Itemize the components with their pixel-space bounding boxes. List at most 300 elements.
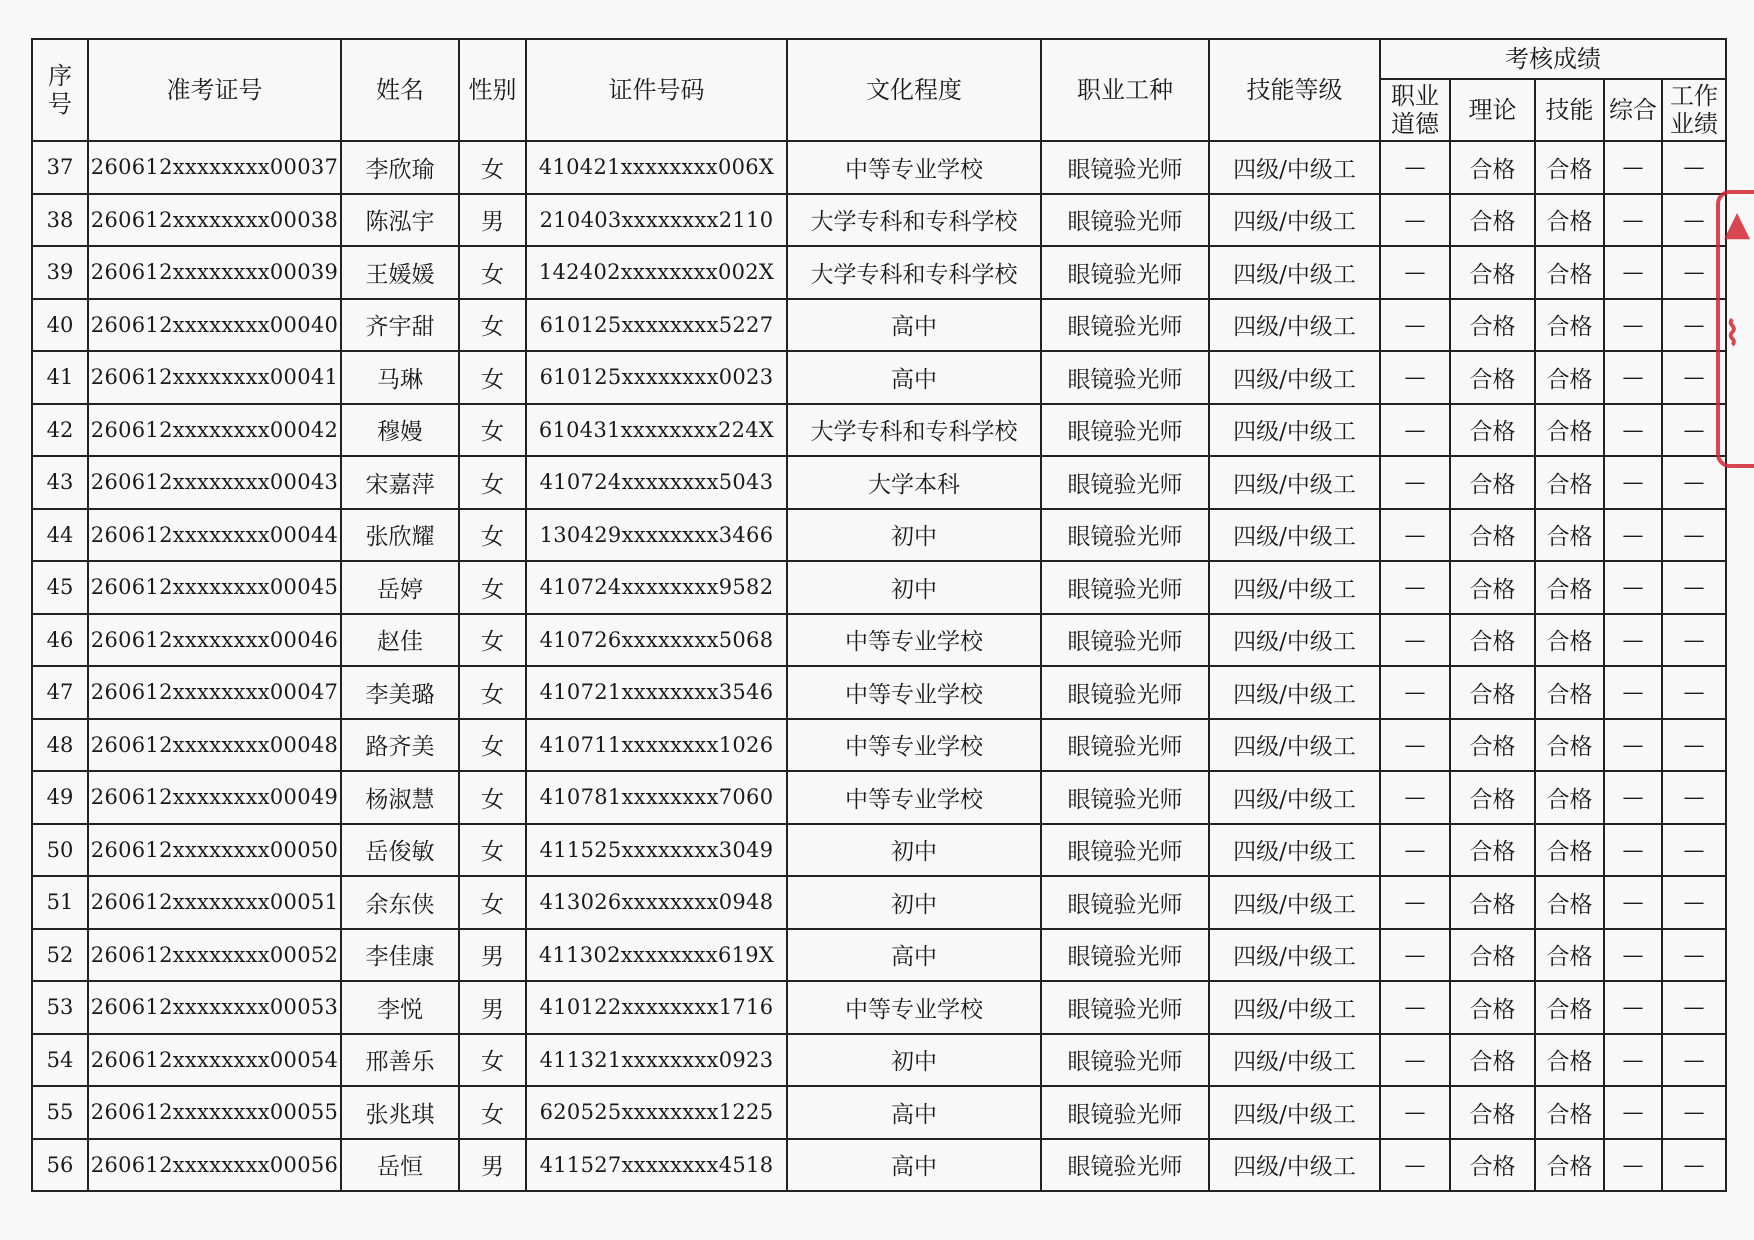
cell-skill-level: 四级/中级工 bbox=[1209, 404, 1380, 457]
cell-score-theory: 合格 bbox=[1450, 141, 1535, 194]
cell-score-overall: — bbox=[1604, 1034, 1662, 1087]
cell-id-no: 610431xxxxxxxx224X bbox=[526, 404, 787, 457]
cell-occupation: 眼镜验光师 bbox=[1041, 719, 1209, 772]
cell-occupation: 眼镜验光师 bbox=[1041, 614, 1209, 667]
cell-score-performance: — bbox=[1662, 351, 1726, 404]
cell-score-performance: — bbox=[1662, 509, 1726, 562]
cell-score-skill: 合格 bbox=[1535, 719, 1604, 772]
cell-seq: 51 bbox=[32, 876, 88, 929]
cell-score-ethics: — bbox=[1380, 1034, 1450, 1087]
cell-score-performance: — bbox=[1662, 771, 1726, 824]
cell-education: 初中 bbox=[787, 509, 1041, 562]
table-row bbox=[32, 1139, 1726, 1192]
header-score-group: 考核成绩 bbox=[1380, 39, 1726, 79]
cell-id-no: 410781xxxxxxxx7060 bbox=[526, 771, 787, 824]
cell-exam-no: 260612xxxxxxxx00054 bbox=[88, 1034, 341, 1087]
cell-score-theory: 合格 bbox=[1450, 299, 1535, 352]
cell-exam-no: 260612xxxxxxxx00045 bbox=[88, 561, 341, 614]
cell-score-overall: — bbox=[1604, 1086, 1662, 1139]
cell-score-ethics: — bbox=[1380, 194, 1450, 247]
cell-score-skill: 合格 bbox=[1535, 141, 1604, 194]
table-row bbox=[32, 351, 1726, 404]
cell-name: 张兆琪 bbox=[341, 1086, 459, 1139]
cell-gender: 女 bbox=[459, 299, 526, 352]
cell-score-skill: 合格 bbox=[1535, 1139, 1604, 1192]
cell-id-no: 410726xxxxxxxx5068 bbox=[526, 614, 787, 667]
cell-skill-level: 四级/中级工 bbox=[1209, 614, 1380, 667]
cell-score-performance: — bbox=[1662, 614, 1726, 667]
cell-score-theory: 合格 bbox=[1450, 509, 1535, 562]
cell-score-theory: 合格 bbox=[1450, 666, 1535, 719]
cell-score-theory: 合格 bbox=[1450, 1139, 1535, 1192]
cell-seq: 50 bbox=[32, 824, 88, 877]
cell-seq: 42 bbox=[32, 404, 88, 457]
cell-score-theory: 合格 bbox=[1450, 929, 1535, 982]
header-name: 姓名 bbox=[341, 39, 459, 141]
cell-id-no: 411302xxxxxxxx619X bbox=[526, 929, 787, 982]
cell-seq: 41 bbox=[32, 351, 88, 404]
cell-education: 中等专业学校 bbox=[787, 771, 1041, 824]
cell-gender: 女 bbox=[459, 614, 526, 667]
cell-score-theory: 合格 bbox=[1450, 614, 1535, 667]
cell-gender: 女 bbox=[459, 561, 526, 614]
cell-score-overall: — bbox=[1604, 194, 1662, 247]
cell-occupation: 眼镜验光师 bbox=[1041, 1139, 1209, 1192]
cell-score-ethics: — bbox=[1380, 1139, 1450, 1192]
table-row bbox=[32, 771, 1726, 824]
cell-education: 中等专业学校 bbox=[787, 141, 1041, 194]
cell-seq: 43 bbox=[32, 456, 88, 509]
cell-education: 中等专业学校 bbox=[787, 719, 1041, 772]
header-score-performance bbox=[1662, 79, 1726, 141]
cell-score-ethics: — bbox=[1380, 456, 1450, 509]
cell-name: 李悦 bbox=[341, 981, 459, 1034]
cell-score-theory: 合格 bbox=[1450, 876, 1535, 929]
cell-name: 岳俊敏 bbox=[341, 824, 459, 877]
cell-education: 初中 bbox=[787, 561, 1041, 614]
cell-exam-no: 260612xxxxxxxx00037 bbox=[88, 141, 341, 194]
cell-seq: 46 bbox=[32, 614, 88, 667]
cell-score-overall: — bbox=[1604, 456, 1662, 509]
cell-gender: 女 bbox=[459, 876, 526, 929]
cell-id-no: 410724xxxxxxxx9582 bbox=[526, 561, 787, 614]
cell-name: 宋嘉萍 bbox=[341, 456, 459, 509]
cell-id-no: 411321xxxxxxxx0923 bbox=[526, 1034, 787, 1087]
cell-score-overall: — bbox=[1604, 141, 1662, 194]
cell-score-ethics: — bbox=[1380, 876, 1450, 929]
cell-skill-level: 四级/中级工 bbox=[1209, 299, 1380, 352]
cell-id-no: 142402xxxxxxxx002X bbox=[526, 246, 787, 299]
table-row bbox=[32, 246, 1726, 299]
cell-id-no: 411525xxxxxxxx3049 bbox=[526, 824, 787, 877]
table-row bbox=[32, 299, 1726, 352]
cell-seq: 53 bbox=[32, 981, 88, 1034]
cell-score-overall: — bbox=[1604, 509, 1662, 562]
header-score-ethics bbox=[1380, 79, 1450, 141]
cell-gender: 男 bbox=[459, 194, 526, 247]
cell-score-theory: 合格 bbox=[1450, 1034, 1535, 1087]
cell-name: 马琳 bbox=[341, 351, 459, 404]
cell-score-theory: 合格 bbox=[1450, 1086, 1535, 1139]
cell-skill-level: 四级/中级工 bbox=[1209, 1086, 1380, 1139]
cell-skill-level: 四级/中级工 bbox=[1209, 876, 1380, 929]
cell-score-overall: — bbox=[1604, 929, 1662, 982]
cell-occupation: 眼镜验光师 bbox=[1041, 351, 1209, 404]
cell-score-skill: 合格 bbox=[1535, 824, 1604, 877]
cell-gender: 女 bbox=[459, 1034, 526, 1087]
cell-occupation: 眼镜验光师 bbox=[1041, 1086, 1209, 1139]
cell-occupation: 眼镜验光师 bbox=[1041, 246, 1209, 299]
cell-name: 余东侠 bbox=[341, 876, 459, 929]
cell-gender: 男 bbox=[459, 929, 526, 982]
cell-exam-no: 260612xxxxxxxx00056 bbox=[88, 1139, 341, 1192]
table-row bbox=[32, 509, 1726, 562]
cell-score-ethics: — bbox=[1380, 771, 1450, 824]
cell-name: 岳恒 bbox=[341, 1139, 459, 1192]
cell-name: 张欣耀 bbox=[341, 509, 459, 562]
exam-results-table bbox=[31, 38, 1727, 1192]
cell-score-ethics: — bbox=[1380, 299, 1450, 352]
cell-occupation: 眼镜验光师 bbox=[1041, 1034, 1209, 1087]
cell-skill-level: 四级/中级工 bbox=[1209, 246, 1380, 299]
cell-score-performance: — bbox=[1662, 141, 1726, 194]
cell-gender: 女 bbox=[459, 351, 526, 404]
cell-education: 大学专科和专科学校 bbox=[787, 194, 1041, 247]
cell-id-no: 413026xxxxxxxx0948 bbox=[526, 876, 787, 929]
cell-occupation: 眼镜验光师 bbox=[1041, 404, 1209, 457]
cell-gender: 女 bbox=[459, 141, 526, 194]
cell-id-no: 410724xxxxxxxx5043 bbox=[526, 456, 787, 509]
cell-score-theory: 合格 bbox=[1450, 719, 1535, 772]
cell-score-ethics: — bbox=[1380, 929, 1450, 982]
cell-score-skill: 合格 bbox=[1535, 876, 1604, 929]
cell-name: 李欣瑜 bbox=[341, 141, 459, 194]
cell-exam-no: 260612xxxxxxxx00041 bbox=[88, 351, 341, 404]
header-occupation: 职业工种 bbox=[1041, 39, 1209, 141]
cell-score-performance: — bbox=[1662, 194, 1726, 247]
header-id-no: 证件号码 bbox=[526, 39, 787, 141]
cell-name: 齐宇甜 bbox=[341, 299, 459, 352]
cell-education: 大学专科和专科学校 bbox=[787, 246, 1041, 299]
table-row bbox=[32, 561, 1726, 614]
cell-score-performance: — bbox=[1662, 299, 1726, 352]
cell-skill-level: 四级/中级工 bbox=[1209, 194, 1380, 247]
cell-exam-no: 260612xxxxxxxx00049 bbox=[88, 771, 341, 824]
cell-exam-no: 260612xxxxxxxx00051 bbox=[88, 876, 341, 929]
header-score-ethics-text: 职业 道德 bbox=[1391, 82, 1439, 138]
cell-exam-no: 260612xxxxxxxx00042 bbox=[88, 404, 341, 457]
cell-id-no: 410721xxxxxxxx3546 bbox=[526, 666, 787, 719]
header-score-skill: 技能 bbox=[1535, 79, 1604, 141]
cell-score-skill: 合格 bbox=[1535, 351, 1604, 404]
cell-score-ethics: — bbox=[1380, 141, 1450, 194]
cell-score-overall: — bbox=[1604, 666, 1662, 719]
cell-exam-no: 260612xxxxxxxx00046 bbox=[88, 614, 341, 667]
table-row bbox=[32, 1034, 1726, 1087]
table-row bbox=[32, 141, 1726, 194]
cell-skill-level: 四级/中级工 bbox=[1209, 561, 1380, 614]
cell-exam-no: 260612xxxxxxxx00055 bbox=[88, 1086, 341, 1139]
cell-skill-level: 四级/中级工 bbox=[1209, 456, 1380, 509]
cell-score-theory: 合格 bbox=[1450, 351, 1535, 404]
cell-skill-level: 四级/中级工 bbox=[1209, 509, 1380, 562]
header-education: 文化程度 bbox=[787, 39, 1041, 141]
cell-score-overall: — bbox=[1604, 771, 1662, 824]
cell-score-performance: — bbox=[1662, 456, 1726, 509]
cell-id-no: 610125xxxxxxxx0023 bbox=[526, 351, 787, 404]
cell-id-no: 130429xxxxxxxx3466 bbox=[526, 509, 787, 562]
cell-exam-no: 260612xxxxxxxx00040 bbox=[88, 299, 341, 352]
header-exam-no: 准考证号 bbox=[88, 39, 341, 141]
table-row bbox=[32, 404, 1726, 457]
cell-skill-level: 四级/中级工 bbox=[1209, 929, 1380, 982]
cell-exam-no: 260612xxxxxxxx00043 bbox=[88, 456, 341, 509]
cell-score-overall: — bbox=[1604, 351, 1662, 404]
cell-name: 邢善乐 bbox=[341, 1034, 459, 1087]
cell-score-skill: 合格 bbox=[1535, 771, 1604, 824]
cell-education: 初中 bbox=[787, 1034, 1041, 1087]
cell-exam-no: 260612xxxxxxxx00044 bbox=[88, 509, 341, 562]
table-row bbox=[32, 929, 1726, 982]
cell-score-overall: — bbox=[1604, 614, 1662, 667]
cell-score-performance: — bbox=[1662, 981, 1726, 1034]
cell-score-theory: 合格 bbox=[1450, 824, 1535, 877]
cell-id-no: 610125xxxxxxxx5227 bbox=[526, 299, 787, 352]
cell-exam-no: 260612xxxxxxxx00048 bbox=[88, 719, 341, 772]
cell-education: 中等专业学校 bbox=[787, 666, 1041, 719]
cell-id-no: 620525xxxxxxxx1225 bbox=[526, 1086, 787, 1139]
cell-skill-level: 四级/中级工 bbox=[1209, 1034, 1380, 1087]
cell-id-no: 410711xxxxxxxx1026 bbox=[526, 719, 787, 772]
cell-education: 高中 bbox=[787, 1086, 1041, 1139]
cell-score-skill: 合格 bbox=[1535, 456, 1604, 509]
cell-score-theory: 合格 bbox=[1450, 981, 1535, 1034]
cell-score-ethics: — bbox=[1380, 719, 1450, 772]
cell-occupation: 眼镜验光师 bbox=[1041, 771, 1209, 824]
cell-occupation: 眼镜验光师 bbox=[1041, 141, 1209, 194]
cell-score-skill: 合格 bbox=[1535, 929, 1604, 982]
cell-seq: 45 bbox=[32, 561, 88, 614]
cell-score-ethics: — bbox=[1380, 404, 1450, 457]
cell-score-overall: — bbox=[1604, 876, 1662, 929]
cell-score-skill: 合格 bbox=[1535, 1034, 1604, 1087]
cell-score-performance: — bbox=[1662, 929, 1726, 982]
cell-score-theory: 合格 bbox=[1450, 404, 1535, 457]
cell-occupation: 眼镜验光师 bbox=[1041, 561, 1209, 614]
cell-education: 大学本科 bbox=[787, 456, 1041, 509]
table-row bbox=[32, 824, 1726, 877]
cell-name: 李佳康 bbox=[341, 929, 459, 982]
cell-seq: 54 bbox=[32, 1034, 88, 1087]
cell-score-overall: — bbox=[1604, 404, 1662, 457]
cell-education: 高中 bbox=[787, 351, 1041, 404]
cell-gender: 女 bbox=[459, 719, 526, 772]
cell-score-theory: 合格 bbox=[1450, 771, 1535, 824]
cell-occupation: 眼镜验光师 bbox=[1041, 666, 1209, 719]
cell-exam-no: 260612xxxxxxxx00053 bbox=[88, 981, 341, 1034]
table-header bbox=[32, 39, 1726, 141]
table-row bbox=[32, 876, 1726, 929]
cell-score-performance: — bbox=[1662, 1086, 1726, 1139]
cell-score-performance: — bbox=[1662, 719, 1726, 772]
cell-skill-level: 四级/中级工 bbox=[1209, 824, 1380, 877]
cell-seq: 47 bbox=[32, 666, 88, 719]
cell-score-overall: — bbox=[1604, 561, 1662, 614]
cell-id-no: 410122xxxxxxxx1716 bbox=[526, 981, 787, 1034]
table-row bbox=[32, 456, 1726, 509]
cell-score-skill: 合格 bbox=[1535, 404, 1604, 457]
cell-education: 中等专业学校 bbox=[787, 614, 1041, 667]
cell-score-performance: — bbox=[1662, 1034, 1726, 1087]
cell-exam-no: 260612xxxxxxxx00052 bbox=[88, 929, 341, 982]
cell-score-overall: — bbox=[1604, 299, 1662, 352]
cell-skill-level: 四级/中级工 bbox=[1209, 719, 1380, 772]
table-row bbox=[32, 614, 1726, 667]
cell-score-skill: 合格 bbox=[1535, 1086, 1604, 1139]
cell-id-no: 210403xxxxxxxx2110 bbox=[526, 194, 787, 247]
cell-gender: 女 bbox=[459, 666, 526, 719]
cell-score-performance: — bbox=[1662, 1139, 1726, 1192]
table-row bbox=[32, 1086, 1726, 1139]
cell-score-performance: — bbox=[1662, 404, 1726, 457]
cell-skill-level: 四级/中级工 bbox=[1209, 981, 1380, 1034]
cell-education: 中等专业学校 bbox=[787, 981, 1041, 1034]
header-seq-text: 序 号 bbox=[48, 62, 72, 118]
cell-occupation: 眼镜验光师 bbox=[1041, 299, 1209, 352]
header-gender: 性别 bbox=[459, 39, 526, 141]
cell-gender: 女 bbox=[459, 509, 526, 562]
header-score-performance-text: 工作 业绩 bbox=[1670, 82, 1719, 138]
cell-education: 高中 bbox=[787, 929, 1041, 982]
table-row bbox=[32, 666, 1726, 719]
cell-score-skill: 合格 bbox=[1535, 509, 1604, 562]
cell-name: 杨淑慧 bbox=[341, 771, 459, 824]
cell-gender: 男 bbox=[459, 981, 526, 1034]
header-skill-level: 技能等级 bbox=[1209, 39, 1380, 141]
cell-seq: 37 bbox=[32, 141, 88, 194]
cell-score-overall: — bbox=[1604, 1139, 1662, 1192]
cell-score-overall: — bbox=[1604, 981, 1662, 1034]
cell-id-no: 410421xxxxxxxx006X bbox=[526, 141, 787, 194]
cell-education: 高中 bbox=[787, 1139, 1041, 1192]
cell-exam-no: 260612xxxxxxxx00050 bbox=[88, 824, 341, 877]
cell-education: 初中 bbox=[787, 876, 1041, 929]
cell-exam-no: 260612xxxxxxxx00038 bbox=[88, 194, 341, 247]
cell-score-performance: — bbox=[1662, 246, 1726, 299]
cell-occupation: 眼镜验光师 bbox=[1041, 929, 1209, 982]
cell-seq: 44 bbox=[32, 509, 88, 562]
cell-score-theory: 合格 bbox=[1450, 194, 1535, 247]
cell-score-theory: 合格 bbox=[1450, 246, 1535, 299]
cell-score-ethics: — bbox=[1380, 509, 1450, 562]
cell-score-skill: 合格 bbox=[1535, 666, 1604, 719]
cell-occupation: 眼镜验光师 bbox=[1041, 194, 1209, 247]
cell-score-ethics: — bbox=[1380, 351, 1450, 404]
cell-score-ethics: — bbox=[1380, 246, 1450, 299]
header-seq bbox=[32, 39, 88, 141]
cell-score-overall: — bbox=[1604, 246, 1662, 299]
cell-score-skill: 合格 bbox=[1535, 299, 1604, 352]
cell-skill-level: 四级/中级工 bbox=[1209, 771, 1380, 824]
cell-score-ethics: — bbox=[1380, 666, 1450, 719]
cell-score-ethics: — bbox=[1380, 1086, 1450, 1139]
cell-name: 陈泓宇 bbox=[341, 194, 459, 247]
cell-score-theory: 合格 bbox=[1450, 456, 1535, 509]
cell-score-ethics: — bbox=[1380, 561, 1450, 614]
cell-gender: 女 bbox=[459, 404, 526, 457]
cell-name: 李美璐 bbox=[341, 666, 459, 719]
cell-skill-level: 四级/中级工 bbox=[1209, 1139, 1380, 1192]
red-seal-stamp: ▲ ⌇ bbox=[1716, 190, 1754, 468]
cell-score-skill: 合格 bbox=[1535, 981, 1604, 1034]
cell-education: 高中 bbox=[787, 299, 1041, 352]
cell-score-overall: — bbox=[1604, 824, 1662, 877]
cell-education: 初中 bbox=[787, 824, 1041, 877]
cell-gender: 女 bbox=[459, 456, 526, 509]
cell-name: 穆嫚 bbox=[341, 404, 459, 457]
cell-name: 岳婷 bbox=[341, 561, 459, 614]
cell-seq: 55 bbox=[32, 1086, 88, 1139]
cell-seq: 49 bbox=[32, 771, 88, 824]
cell-id-no: 411527xxxxxxxx4518 bbox=[526, 1139, 787, 1192]
cell-score-performance: — bbox=[1662, 666, 1726, 719]
cell-seq: 48 bbox=[32, 719, 88, 772]
cell-name: 王媛媛 bbox=[341, 246, 459, 299]
cell-exam-no: 260612xxxxxxxx00047 bbox=[88, 666, 341, 719]
cell-exam-no: 260612xxxxxxxx00039 bbox=[88, 246, 341, 299]
cell-score-ethics: — bbox=[1380, 824, 1450, 877]
cell-score-ethics: — bbox=[1380, 614, 1450, 667]
cell-occupation: 眼镜验光师 bbox=[1041, 456, 1209, 509]
cell-occupation: 眼镜验光师 bbox=[1041, 509, 1209, 562]
cell-seq: 56 bbox=[32, 1139, 88, 1192]
cell-score-performance: — bbox=[1662, 824, 1726, 877]
cell-education: 大学专科和专科学校 bbox=[787, 404, 1041, 457]
cell-score-skill: 合格 bbox=[1535, 561, 1604, 614]
cell-seq: 38 bbox=[32, 194, 88, 247]
cell-occupation: 眼镜验光师 bbox=[1041, 981, 1209, 1034]
cell-score-theory: 合格 bbox=[1450, 561, 1535, 614]
cell-occupation: 眼镜验光师 bbox=[1041, 876, 1209, 929]
cell-score-skill: 合格 bbox=[1535, 194, 1604, 247]
cell-skill-level: 四级/中级工 bbox=[1209, 351, 1380, 404]
cell-score-ethics: — bbox=[1380, 981, 1450, 1034]
cell-name: 赵佳 bbox=[341, 614, 459, 667]
cell-gender: 女 bbox=[459, 1086, 526, 1139]
cell-score-performance: — bbox=[1662, 561, 1726, 614]
cell-score-skill: 合格 bbox=[1535, 246, 1604, 299]
cell-gender: 女 bbox=[459, 246, 526, 299]
cell-score-performance: — bbox=[1662, 876, 1726, 929]
cell-skill-level: 四级/中级工 bbox=[1209, 666, 1380, 719]
cell-gender: 女 bbox=[459, 824, 526, 877]
cell-seq: 39 bbox=[32, 246, 88, 299]
table-row bbox=[32, 719, 1726, 772]
table-body bbox=[32, 141, 1726, 1191]
cell-skill-level: 四级/中级工 bbox=[1209, 141, 1380, 194]
cell-gender: 女 bbox=[459, 771, 526, 824]
cell-score-overall: — bbox=[1604, 719, 1662, 772]
cell-name: 路齐美 bbox=[341, 719, 459, 772]
cell-seq: 40 bbox=[32, 299, 88, 352]
header-score-theory: 理论 bbox=[1450, 79, 1535, 141]
table-row bbox=[32, 981, 1726, 1034]
header-score-overall: 综合 bbox=[1604, 79, 1662, 141]
cell-gender: 男 bbox=[459, 1139, 526, 1192]
cell-occupation: 眼镜验光师 bbox=[1041, 824, 1209, 877]
cell-score-skill: 合格 bbox=[1535, 614, 1604, 667]
cell-seq: 52 bbox=[32, 929, 88, 982]
